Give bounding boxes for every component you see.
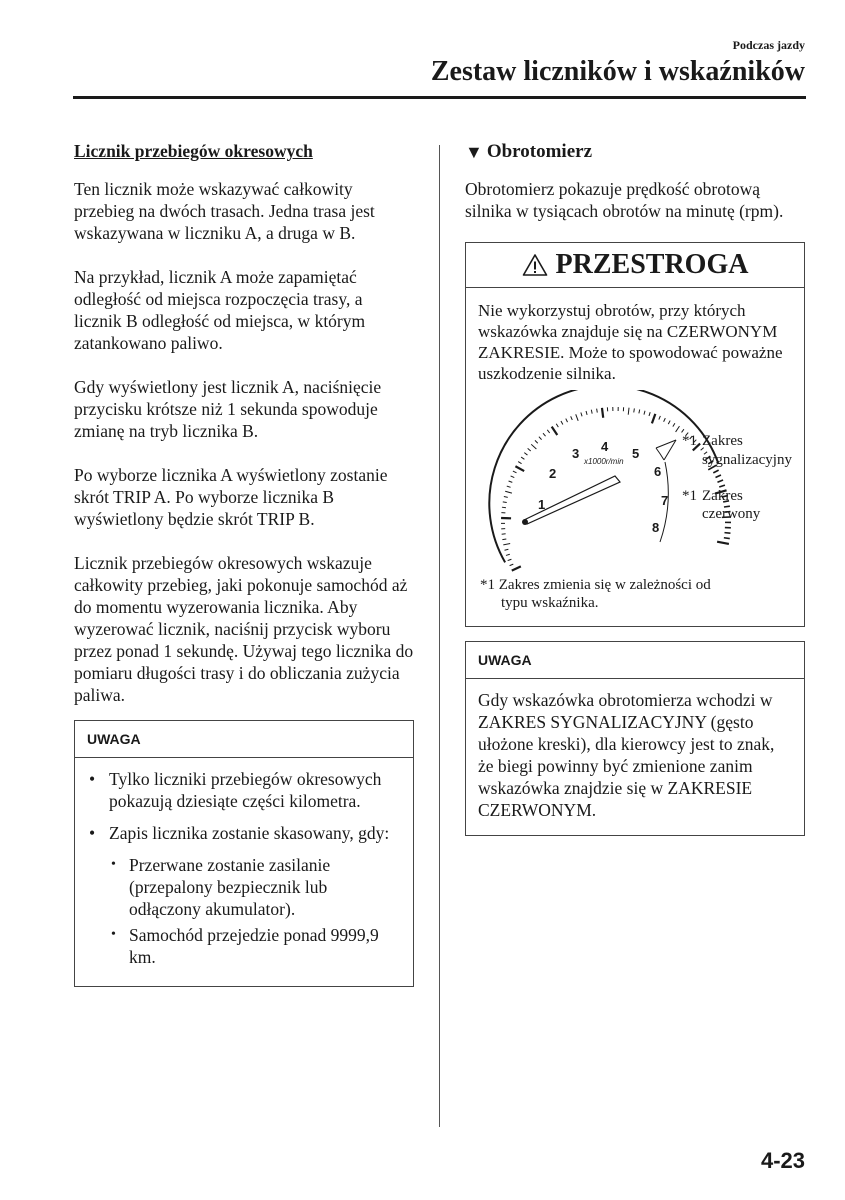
note-label: UWAGA — [466, 642, 804, 679]
gauge-tick — [652, 414, 655, 423]
column-divider — [439, 145, 440, 1127]
page-title: Zestaw liczników i wskaźników — [430, 56, 805, 87]
gauge-tick — [505, 549, 509, 550]
gauge-tick — [561, 421, 563, 425]
caution-box — [465, 242, 805, 627]
note-label: UWAGA — [75, 721, 413, 758]
gauge-tick — [719, 485, 725, 487]
dial-number: 6 — [654, 464, 662, 479]
zone-red-label-2: czerwony — [702, 506, 761, 522]
paragraph-2: Na przykład, licznik A może zapamiętać odległość od miejsca rozpoczęcia trasy, a licznik B odległość od miejsca, w którym zatankowano paliwo. — [74, 267, 366, 353]
gauge-tick — [682, 429, 684, 432]
gauge-tick — [509, 481, 513, 482]
gauge-tick — [515, 466, 524, 471]
gauge-tick — [508, 559, 512, 560]
note-body — [75, 758, 413, 986]
dial-unit: x1000r/min — [584, 457, 624, 466]
gauge-tick — [724, 533, 730, 534]
footnote-line-2: typu wskaźnika. — [501, 595, 599, 611]
gauge-tick — [724, 538, 730, 539]
gauge-tick — [597, 409, 598, 413]
zone-signal-marker: *1 — [682, 433, 697, 449]
gauge-tick — [506, 554, 510, 555]
gauge-tick — [602, 408, 603, 418]
gauge-tick — [528, 448, 531, 451]
note-text: Gdy wskazówka obrotomierza wchodzi w ZAKRES SYGNALIZACYJNY (gęsto ułożone kreski), dla kierowcy jest to znak, że biegi powinny być zmienione zanim wskazówka znajdzie się w ZAKRESIE CZERWONYM. — [478, 690, 775, 820]
gauge-tick — [505, 491, 512, 493]
triangle-down-icon: ▼ — [465, 142, 483, 162]
caution-text: Nie wykorzystuj obrotów, przy których wskazówka znajduje się na CZERWONYM ZAKRESIE. Może to spowodować poważne uszkodzenie silnika. — [478, 301, 783, 383]
gauge-tick — [717, 480, 723, 482]
dial-number: 1 — [538, 497, 546, 512]
footnote-line-1: *1 Zakres zmienia się w zależności od — [480, 577, 711, 593]
gauge-tick — [717, 542, 729, 544]
tachometer-intro: Obrotomierz pokazuje prędkość obrotową silnika w tysiącach obrotów na minutę (rpm). — [465, 179, 784, 221]
sub-list-item: • Przerwane zostanie zasilanie (przepalony bezpiecznik lub odłączony akumulator). — [109, 854, 403, 920]
gauge-tick — [566, 419, 568, 423]
dial-number: 8 — [652, 520, 660, 535]
paragraph-3: Gdy wyświetlony jest licznik A, naciśnięcie przycisku krótsze niż 1 sekunda spowoduje zmianę na tryb licznika B. — [74, 377, 382, 441]
gauge-tick — [576, 414, 578, 421]
paragraph-4: Po wyborze licznika A wyświetlony zostanie skrót TRIP A. Po wyborze licznika B wyświetlony będzie skrót TRIP B. — [74, 465, 388, 529]
caution-label: PRZESTROGA — [555, 249, 749, 280]
page-number: 4-23 — [760, 1148, 805, 1173]
gauge-tick — [571, 416, 573, 420]
caution-header — [466, 243, 804, 288]
gauge-tick — [581, 413, 582, 417]
sub-bullets — [109, 854, 403, 968]
gauge-tick — [634, 408, 635, 412]
gauge-tick — [502, 539, 506, 540]
needle-pivot — [522, 519, 528, 525]
gauge-tick — [628, 408, 629, 415]
dial-number: 3 — [572, 446, 580, 461]
note-box-left — [74, 720, 414, 987]
gauge-tick — [713, 470, 718, 473]
zone-red-label-1: Zakres — [702, 488, 743, 504]
sub-list-item: • Samochód przejedzie ponad 9999,9 km. — [109, 924, 403, 968]
note-body — [466, 679, 804, 835]
gauge-tick — [676, 426, 680, 432]
gauge-tick — [668, 421, 670, 425]
gauge-tick — [639, 409, 640, 413]
left-column — [74, 140, 414, 987]
gauge-tick — [659, 416, 661, 420]
gauge-footnote — [466, 576, 804, 626]
gauge-tick — [507, 486, 511, 487]
gauge-tick — [591, 410, 592, 414]
gauge-tick — [539, 437, 542, 440]
right-column — [465, 140, 805, 836]
gauge-tick — [512, 566, 521, 570]
paragraph-5: Licznik przebiegów okresowych wskazuje całkowity przebieg, jaki pokonuje samochód aż do momentu wyzerowania licznika. Aby wyzerować licznik, naciśnij przycisk wyboru przez ponad 1 sekundę. Używaj tego licznika do pomiaru długości trasy i do obliczania zużycia paliwa. — [74, 553, 414, 705]
gauge-tick — [644, 411, 645, 415]
caution-body — [466, 288, 804, 576]
gauge-tick — [673, 423, 675, 426]
gauge-tick — [503, 544, 510, 545]
dial-number: 2 — [549, 466, 557, 481]
gauge-tick — [586, 411, 587, 415]
gauge-tick — [556, 424, 558, 427]
gauge-tick — [552, 427, 558, 435]
zone-signal-label-2: sygnalizacyjny — [702, 452, 792, 468]
gauge-tick — [510, 564, 514, 566]
note-bullets — [87, 768, 403, 968]
gauge-tick — [518, 462, 521, 464]
gauge-tick — [543, 433, 546, 436]
gauge-tick — [502, 507, 506, 508]
gauge-tick — [649, 412, 650, 416]
section-label: Podczas jazdy — [732, 38, 805, 52]
gauge-tick — [535, 440, 538, 443]
trip-meter-heading: Licznik przebiegów okresowych — [74, 141, 313, 161]
list-item: • Tylko liczniki przebiegów okresowych pokazują dziesiąte części kilometra. — [87, 768, 403, 812]
paragraph-1: Ten licznik może wskazywać całkowity przebieg na dwóch trasach. Jedna trasa jest wskazywana w liczniku A, a druga w B. — [74, 179, 375, 243]
tachometer-gauge-svg — [478, 390, 794, 576]
gauge-tick — [531, 444, 536, 449]
dial-number: 7 — [661, 493, 669, 508]
gauge-tick — [513, 471, 517, 473]
gauge-tick — [547, 430, 549, 433]
dial-number: 5 — [632, 446, 640, 461]
zone-red-marker: *1 — [682, 488, 697, 504]
gauge-tick — [521, 457, 524, 459]
tachometer-heading-text: Obrotomierz — [486, 141, 592, 162]
zone-signal-label-1: Zakres — [702, 433, 743, 449]
title-rule — [73, 96, 806, 99]
tachometer-illustration — [478, 390, 794, 576]
gauge-tick — [511, 476, 515, 478]
gauge-tick — [503, 502, 507, 503]
list-item-text: Zapis licznika zostanie skasowany, gdy: — [109, 823, 390, 843]
list-item — [87, 822, 403, 968]
gauge-tick — [664, 418, 666, 422]
tachometer-heading — [465, 140, 805, 164]
warning-icon — [522, 253, 548, 277]
dial-number: 4 — [601, 439, 609, 454]
gauge-tick — [504, 497, 508, 498]
gauge-tick — [715, 475, 720, 477]
gauge-tick — [524, 453, 527, 455]
note-box-right — [465, 641, 805, 836]
